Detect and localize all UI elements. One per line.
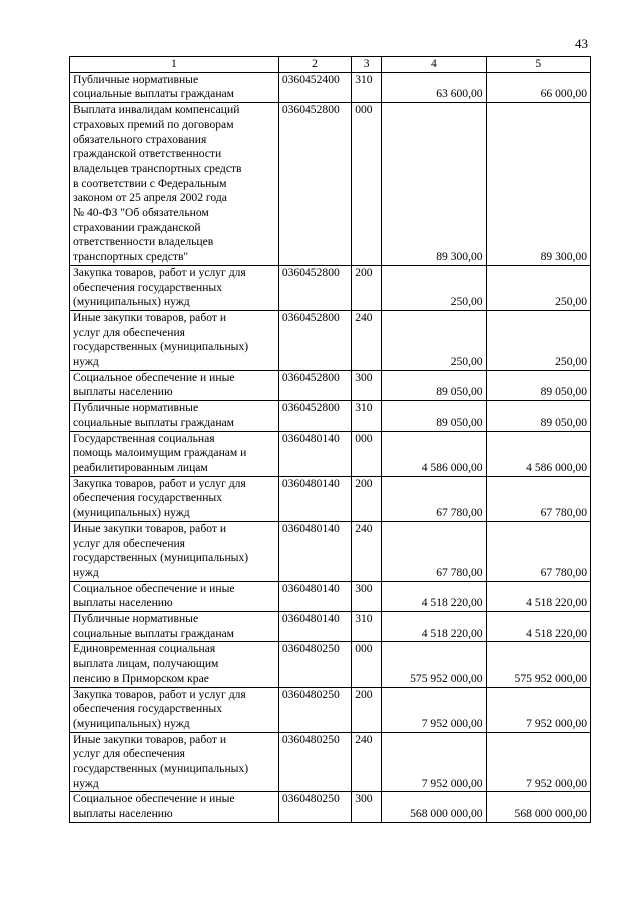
row-code-cell <box>278 265 351 310</box>
row-value-4-cell <box>382 431 486 476</box>
table-row <box>70 642 591 687</box>
row-value-5-text: 89 050,00 <box>540 385 587 399</box>
row-code-cell <box>278 310 351 370</box>
row-value-5-text: 89 050,00 <box>540 415 587 429</box>
row-value-4-text: 89 050,00 <box>436 415 483 429</box>
row-value-4-cell <box>382 521 486 581</box>
row-value-5-text: 250,00 <box>555 295 587 309</box>
column-header-5: 5 <box>486 57 590 73</box>
table-row <box>70 401 591 431</box>
row-value-4-cell <box>382 612 486 642</box>
row-code-cell <box>278 401 351 431</box>
row-value-4-cell <box>382 476 486 521</box>
row-type-cell <box>352 642 382 687</box>
row-value-5-cell <box>486 72 590 102</box>
row-value-4-cell <box>382 732 486 792</box>
row-value-5-text: 66 000,00 <box>540 87 587 101</box>
page-number: 43 <box>575 36 588 51</box>
row-code-text: 0360480140 <box>281 476 340 490</box>
row-value-5-cell <box>486 642 590 687</box>
row-name-text: Закупка товаров, работ и услуг для обеспечения государственных (муниципальных) нужд <box>73 687 246 730</box>
row-name-text: Иные закупки товаров, работ и услуг для обеспечения государственных (муниципальных) нужд <box>73 310 249 369</box>
column-header-3: 3 <box>352 57 382 73</box>
row-type-text: 200 <box>355 687 373 701</box>
row-name-cell <box>70 310 279 370</box>
row-code-text: 0360480140 <box>281 581 340 595</box>
row-value-5-text: 67 780,00 <box>540 506 587 520</box>
table-row <box>70 310 591 370</box>
row-code-text: 0360480140 <box>281 521 340 535</box>
row-type-cell <box>352 401 382 431</box>
table-row <box>70 72 591 102</box>
row-value-4-text: 4 518 220,00 <box>421 626 483 640</box>
row-code-text: 0360452800 <box>281 265 340 279</box>
row-type-cell <box>352 581 382 611</box>
row-code-cell <box>278 581 351 611</box>
table-row <box>70 792 591 822</box>
row-value-5-text: 7 952 000,00 <box>526 776 587 790</box>
row-name-text: Государственная социальная помощь малоимущим гражданам и реабилитированным лицам <box>73 431 247 474</box>
row-value-4-cell <box>382 370 486 400</box>
row-name-text: Социальное обеспечение и иные выплаты населению <box>73 792 235 821</box>
row-type-cell <box>352 732 382 792</box>
row-value-5-cell <box>486 521 590 581</box>
row-type-text: 240 <box>355 310 373 324</box>
row-value-4-cell <box>382 581 486 611</box>
row-value-4-cell <box>382 310 486 370</box>
row-type-text: 310 <box>355 612 373 626</box>
row-code-text: 0360452800 <box>281 370 340 384</box>
row-value-4-cell <box>382 265 486 310</box>
row-type-text: 310 <box>355 401 373 415</box>
row-code-cell <box>278 521 351 581</box>
row-type-cell <box>352 792 382 822</box>
row-type-cell <box>352 612 382 642</box>
row-type-cell <box>352 72 382 102</box>
row-name-cell <box>70 476 279 521</box>
row-code-text: 0360452400 <box>281 72 340 86</box>
column-header-4: 4 <box>382 57 486 73</box>
table-row <box>70 103 591 266</box>
row-value-4-text: 575 952 000,00 <box>410 671 483 685</box>
row-code-cell <box>278 476 351 521</box>
row-value-5-cell <box>486 431 590 476</box>
row-value-4-cell <box>382 792 486 822</box>
column-header-2: 2 <box>278 57 351 73</box>
table-row <box>70 521 591 581</box>
row-type-cell <box>352 431 382 476</box>
row-code-text: 0360480140 <box>281 431 340 445</box>
row-code-text: 0360480250 <box>281 732 340 746</box>
row-name-cell <box>70 732 279 792</box>
row-value-5-cell <box>486 732 590 792</box>
budget-table-body <box>70 57 591 823</box>
row-name-cell <box>70 72 279 102</box>
row-value-4-cell <box>382 687 486 732</box>
row-value-4-text: 7 952 000,00 <box>421 776 483 790</box>
row-value-4-text: 89 050,00 <box>436 385 483 399</box>
row-value-5-cell <box>486 581 590 611</box>
row-value-4-text: 67 780,00 <box>436 506 483 520</box>
row-name-cell <box>70 370 279 400</box>
row-name-text: Публичные нормативные социальные выплаты гражданам <box>73 612 235 640</box>
row-type-text: 300 <box>355 792 373 806</box>
row-name-text: Иные закупки товаров, работ и услуг для обеспечения государственных (муниципальных) нужд <box>73 521 249 579</box>
row-code-cell <box>278 732 351 792</box>
row-name-text: Единовременная социальная выплата лицам, получающим пенсию в Приморском крае <box>73 642 219 685</box>
row-value-5-cell <box>486 687 590 732</box>
row-value-5-cell <box>486 476 590 521</box>
row-value-5-text: 67 780,00 <box>540 565 587 579</box>
row-name-cell <box>70 687 279 732</box>
row-name-cell <box>70 612 279 642</box>
row-type-cell <box>352 370 382 400</box>
row-value-4-text: 4 586 000,00 <box>421 460 483 474</box>
row-value-5-text: 7 952 000,00 <box>526 716 587 730</box>
row-type-cell <box>352 521 382 581</box>
row-type-text: 000 <box>355 431 373 445</box>
row-name-cell <box>70 431 279 476</box>
row-value-4-cell <box>382 72 486 102</box>
row-type-text: 300 <box>355 581 373 595</box>
row-code-text: 0360452800 <box>281 310 340 324</box>
row-name-text: Закупка товаров, работ и услуг для обеспечения государственных (муниципальных) нужд <box>73 476 246 520</box>
table-row <box>70 370 591 400</box>
row-value-4-text: 250,00 <box>450 295 483 309</box>
row-value-5-text: 575 952 000,00 <box>514 671 587 685</box>
row-type-text: 200 <box>355 265 373 279</box>
row-code-text: 0360480140 <box>281 612 340 626</box>
column-header-1: 1 <box>70 57 279 73</box>
row-type-cell <box>352 687 382 732</box>
table-row <box>70 476 591 521</box>
table-row <box>70 612 591 642</box>
row-value-5-cell <box>486 612 590 642</box>
table-row <box>70 687 591 732</box>
row-type-cell <box>352 476 382 521</box>
row-value-4-text: 4 518 220,00 <box>421 596 483 610</box>
row-type-cell <box>352 103 382 266</box>
row-type-cell <box>352 310 382 370</box>
row-value-5-cell <box>486 792 590 822</box>
table-row <box>70 265 591 310</box>
row-code-text: 0360480250 <box>281 792 340 806</box>
row-value-4-text: 63 600,00 <box>436 87 483 101</box>
row-code-text: 0360452800 <box>281 401 340 415</box>
row-type-text: 300 <box>355 370 373 384</box>
row-code-text: 0360480250 <box>281 642 340 656</box>
row-value-4-cell <box>382 103 486 266</box>
row-value-4-cell <box>382 642 486 687</box>
row-value-5-cell <box>486 310 590 370</box>
row-type-text: 000 <box>355 103 373 117</box>
row-value-5-text: 568 000 000,00 <box>514 807 587 821</box>
row-name-text: Закупка товаров, работ и услуг для обеспечения государственных (муниципальных) нужд <box>73 265 246 309</box>
row-value-4-cell <box>382 401 486 431</box>
row-name-cell <box>70 581 279 611</box>
row-value-4-text: 7 952 000,00 <box>421 716 483 730</box>
row-code-cell <box>278 431 351 476</box>
row-code-cell <box>278 612 351 642</box>
row-value-4-text: 568 000 000,00 <box>410 807 483 821</box>
row-value-5-cell <box>486 103 590 266</box>
row-name-text: Социальное обеспечение и иные выплаты населению <box>73 370 235 399</box>
row-type-text: 240 <box>355 732 373 746</box>
row-name-cell <box>70 265 279 310</box>
row-code-cell <box>278 792 351 822</box>
row-name-text: Выплата инвалидам компенсаций страховых премий по договорам обязательного страхования гражданской ответственности владельцев транспортных средств в соответствии с Федеральным законом от 25 апреля 2002 года № 40-ФЗ "Об обязательном страховании гражданской ответственности владельцев транспортных средств" <box>73 103 242 264</box>
row-code-text: 0360480250 <box>281 687 340 701</box>
row-value-4-text: 89 300,00 <box>436 250 483 264</box>
row-code-text: 0360452800 <box>281 103 340 117</box>
row-name-text: Социальное обеспечение и иные выплаты населению <box>73 581 235 610</box>
row-name-cell <box>70 642 279 687</box>
row-type-text: 310 <box>355 72 373 86</box>
row-name-cell <box>70 521 279 581</box>
row-value-4-text: 67 780,00 <box>436 565 483 579</box>
row-code-cell <box>278 103 351 266</box>
row-type-text: 200 <box>355 476 373 490</box>
row-code-cell <box>278 687 351 732</box>
header-row <box>70 57 591 73</box>
row-type-text: 240 <box>355 521 373 535</box>
row-name-cell <box>70 792 279 822</box>
row-name-text: Иные закупки товаров, работ и услуг для обеспечения государственных (муниципальных) нужд <box>73 732 249 790</box>
row-value-5-cell <box>486 401 590 431</box>
row-value-5-text: 250,00 <box>555 355 587 369</box>
row-code-cell <box>278 72 351 102</box>
row-code-cell <box>278 370 351 400</box>
row-name-cell <box>70 103 279 266</box>
budget-table <box>69 56 591 823</box>
row-code-cell <box>278 642 351 687</box>
row-name-cell <box>70 401 279 431</box>
table-row <box>70 431 591 476</box>
row-type-cell <box>352 265 382 310</box>
table-row <box>70 732 591 792</box>
row-value-5-text: 89 300,00 <box>540 250 587 264</box>
row-name-text: Публичные нормативные социальные выплаты гражданам <box>73 401 235 429</box>
row-name-text: Публичные нормативные социальные выплаты гражданам <box>73 72 235 101</box>
row-value-5-cell <box>486 265 590 310</box>
table-row <box>70 581 591 611</box>
row-value-5-text: 4 518 220,00 <box>526 626 587 640</box>
row-type-text: 000 <box>355 642 373 656</box>
row-value-5-text: 4 518 220,00 <box>526 596 587 610</box>
row-value-5-cell <box>486 370 590 400</box>
row-value-5-text: 4 586 000,00 <box>526 460 587 474</box>
row-value-4-text: 250,00 <box>450 355 483 369</box>
